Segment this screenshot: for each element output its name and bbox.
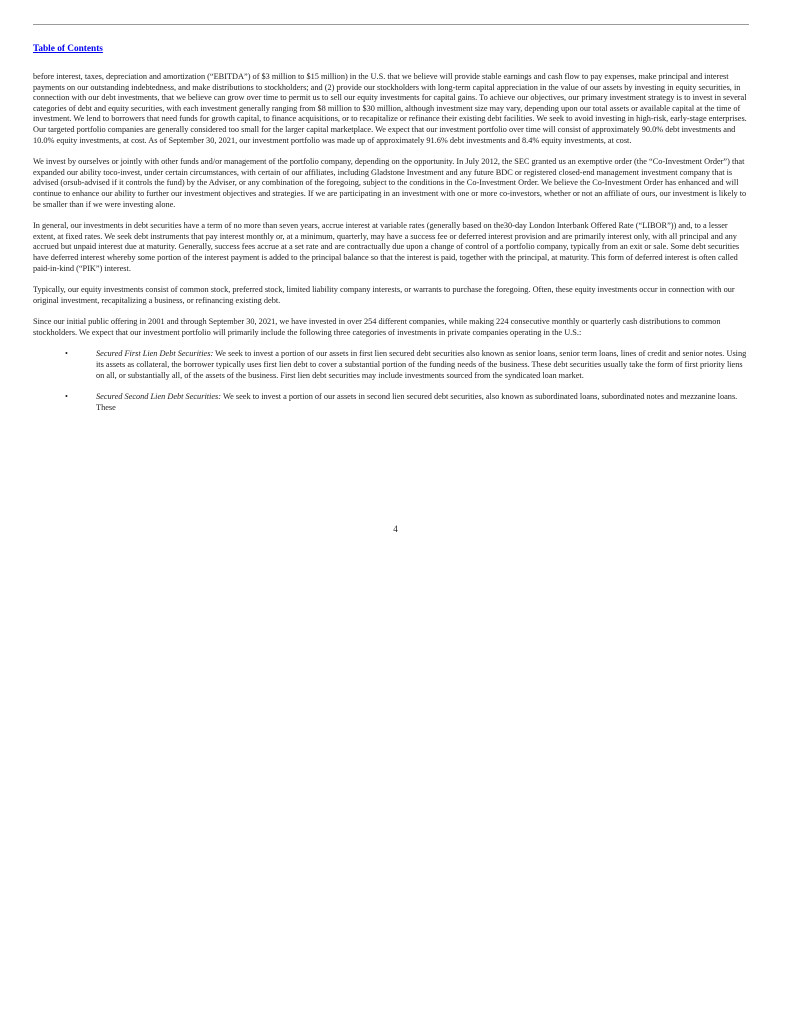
top-divider [33,24,749,25]
paragraph-investment-objectives: before interest, taxes, depreciation and amortization (“EBITDA”) of $3 million to $15 million) in the U.S. that we believe will provide stable earnings and cash flow to pay expenses, make principal and interest payments on our outstanding indebtedness, and make distributions to stockholders; and (2) provide our stockholders with long-term capital appreciation in the value of our assets by investing in equity securities, in connection with our debt investments, that we believe can grow over time to permit us to sell our equity investments for capital gains. To achieve our objectives, our primary investment strategy is to invest in several categories of debt and equity securities, with each investment generally ranging from $8 million to $30 million, although investment size may vary, depending upon our total assets or available capital at the time of investment. We lend to borrowers that need funds for growth capital, to finance acquisitions, or to recapitalize or refinance their existing debt facilities. We seek to avoid investing in high-risk, early-stage enterprises. Our targeted portfolio companies are generally considered too small for the larger capital marketplace. We expect that our investment portfolio over time will consist of approximately 90.0% debt investments and 10.0% equity investments, at cost. As of September 30, 2021, our investment portfolio was made up of approximately 91.6% debt investments and 8.4% equity investments, at cost. [33,72,747,145]
list-item-first-lien [33,349,749,381]
paragraph-investment-history: Since our initial public offering in 2001 and through September 30, 2021, we have invested in over 254 different companies, while making 224 consecutive monthly or quarterly cash distributions to common stockholders. We expect that our investment portfolio will primarily include the following three categories of investments in private companies operating in the U.S.: [33,317,721,337]
bullet-text: We seek to invest a portion of our assets in first lien secured debt securities also known as senior loans, senior term loans, lines of credit and senior notes. Using its assets as collateral, the borrower typically uses first lien debt to cover a substantial portion of the funding needs of the business. These debt securities usually take the form of first priority liens on all, or substantially all, of the assets of the business. First lien debt securities may include investments sourced from the syndicated loan market. [96,349,747,380]
list-item-second-lien [33,392,749,413]
bullet-term: Secured First Lien Debt Securities: [96,349,214,359]
table-of-contents-link[interactable]: Table of Contents [33,44,103,54]
bullet-marker: • [65,392,68,402]
paragraph-debt-securities: In general, our investments in debt securities have a term of no more than seven years, accrue interest at variable rates (generally based on the30-day London Interbank Offered Rate (“LIBOR”)) and, to a lesser extent, at fixed rates. We seek debt instruments that pay interest monthly or, at a minimum, quarterly, may have a success fee or deferred interest provision and are primarily interest only, with all principal and any accrued but unpaid interest due at maturity. Generally, success fees accrue at a set rate and are contractually due upon a change of control of a portfolio company, typically from an exit or sale. Some debt securities have deferred interest whereby some portion of the interest payment is added to the principal balance so that the interest is paid, together with the principal, at maturity. This form of deferred interest is often called paid-in-kind (“PIK”) interest. [33,221,740,273]
bullet-text: We seek to invest a portion of our assets in second lien secured debt securities, also known as subordinated loans, subordinated notes and mezzanine loans. These [96,392,738,412]
paragraph-equity-investments: Typically, our equity investments consist of common stock, preferred stock, limited liability company interests, or warrants to purchase the foregoing. Often, these equity investments occur in connection with our original investment, recapitalizing a business, or refinancing existing debt. [33,285,735,305]
page-number: 4 [393,524,398,534]
paragraph-co-investment: We invest by ourselves or jointly with other funds and/or management of the portfolio company, depending on the opportunity. In July 2012, the SEC granted us an exemptive order (the “Co-Investment Order”) that expanded our ability toco-invest, under certain circumstances, with certain of our affiliates, including Gladstone Investment and any future BDC or registered closed-end management investment company that is advised (orsub-advised if it controls the fund) by the Adviser, or any combination of the foregoing, subject to the conditions in the Co-Investment Order. We believe the Co-Investment Order has enhanced and will continue to enhance our ability to further our investment objectives and strategies. If we are participating in an investment with one or more co-investors, whether or not an affiliate of ours, our investment is likely to be smaller than if we were investing alone. [33,157,747,209]
bullet-marker: • [65,349,68,359]
bullet-term: Secured Second Lien Debt Securities: [96,392,222,402]
document-body [33,72,749,424]
